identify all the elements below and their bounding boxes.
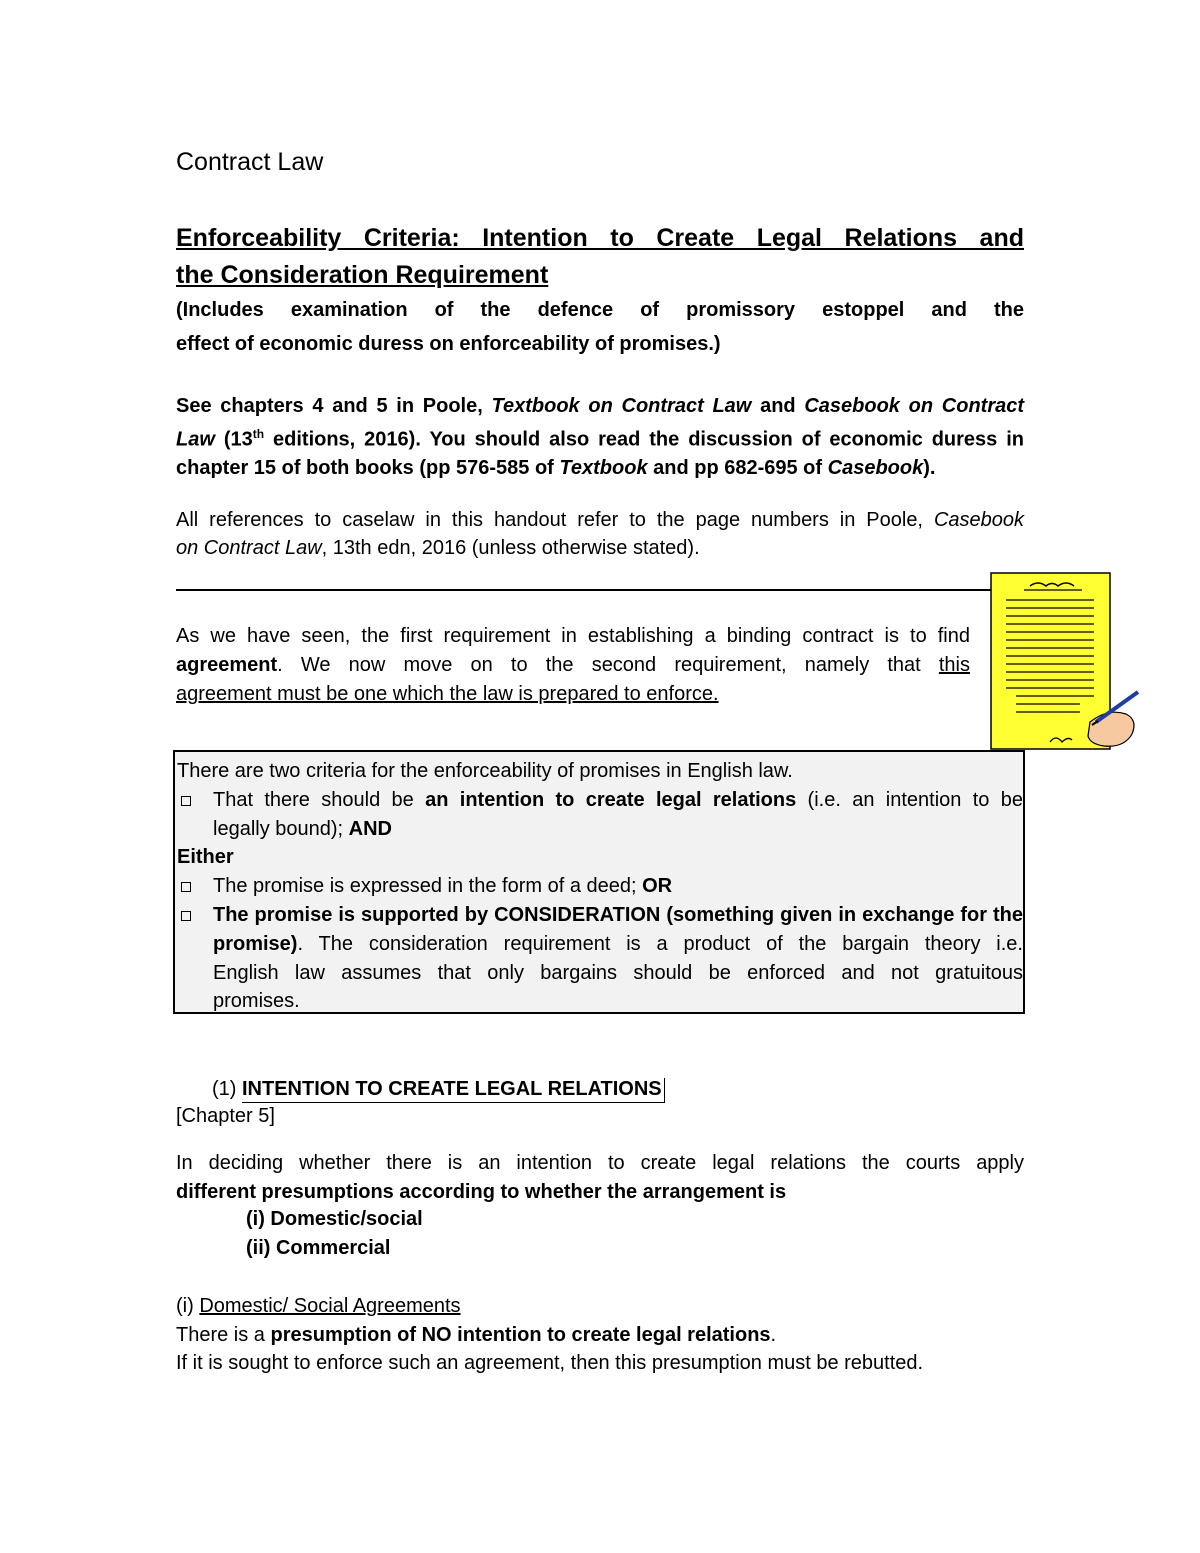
contract-document-with-pen-icon <box>990 572 1140 752</box>
subheading-line-2: effect of economic duress on enforceability of promises.) <box>176 333 721 355</box>
domestic-heading: (i) Domestic/ Social Agreements <box>176 1295 461 1317</box>
reading-line-1: See chapters 4 and 5 in Poole, Textbook on Contract Law and Casebook on Contract <box>176 395 1025 417</box>
section-1-title: INTENTION TO CREATE LEGAL RELATIONS <box>242 1078 665 1103</box>
reading-line-2: Law (13th editions, 2016). You should also read the discussion of economic duress in <box>176 427 1024 451</box>
criteria-intro: There are two criteria for the enforceability of promises in English law. <box>177 760 793 782</box>
arrangement-categories <box>246 1205 423 1263</box>
references-line-2: on Contract Law, 13th edn, 2016 (unless otherwise stated). <box>176 537 700 559</box>
reading-instructions <box>176 392 1024 482</box>
heading-line-2: the Consideration Requirement <box>176 261 549 289</box>
category-commercial: (ii) Commercial <box>246 1237 391 1259</box>
subheading-line-1: (Includes examination of the defence of promissory estoppel and the <box>176 299 1024 321</box>
domestic-agreements-section: (i) Domestic/ Social Agreements There is a presumption of NO intention to create legal relations. If it is sought to enforce such an agreement, then this presumption must be rebutted. <box>176 1292 923 1378</box>
enforceability-criteria-box <box>173 750 1025 1014</box>
section-heading <box>176 220 1024 294</box>
criteria-item-intention: That there should be an intention to create legal relations (i.e. an intention to be legally bound); AND <box>177 786 1023 844</box>
heading-line-1: Enforceability Criteria: Intention to Create Legal Relations and <box>176 224 1024 252</box>
criteria-item-deed: The promise is expressed in the form of a deed; OR <box>177 872 1023 901</box>
criteria-either: Either <box>177 846 234 869</box>
presumptions-paragraph: In deciding whether there is an intention to create legal relations the courts apply different presumptions according to whether the arrangement is <box>176 1152 1024 1203</box>
reading-line-3: chapter 15 of both books (pp 576-585 of Textbook and pp 682-695 of Casebook). <box>176 456 936 479</box>
checkbox-bullet-icon <box>181 882 191 892</box>
section-1-heading: (1) INTENTION TO CREATE LEGAL RELATIONS <box>212 1075 665 1103</box>
references-line-1: All references to caselaw in this handout refer to the page numbers in Poole, Casebook <box>176 509 1024 531</box>
checkbox-bullet-icon <box>181 911 191 921</box>
horizontal-divider <box>176 589 1024 591</box>
category-domestic: (i) Domestic/social <box>246 1208 423 1230</box>
chapter-reference: [Chapter 5] <box>176 1105 275 1127</box>
subheading <box>176 293 1024 361</box>
criteria-item-consideration: The promise is supported by CONSIDERATION (something given in exchange for the promise). The consideration requirement is a product of the bargain theory i.e. English law assumes that only bargains should be enforced and not gratuitous promises. <box>177 901 1023 1016</box>
intro-paragraph: As we have seen, the first requirement in establishing a binding contract is to find agreement. We now move on to the second requirement, namely that this agreement must be one which the law is prepared to enforce. <box>176 625 970 705</box>
references-note <box>176 506 1024 562</box>
page-title: Contract Law <box>176 148 324 176</box>
checkbox-bullet-icon <box>181 796 191 806</box>
